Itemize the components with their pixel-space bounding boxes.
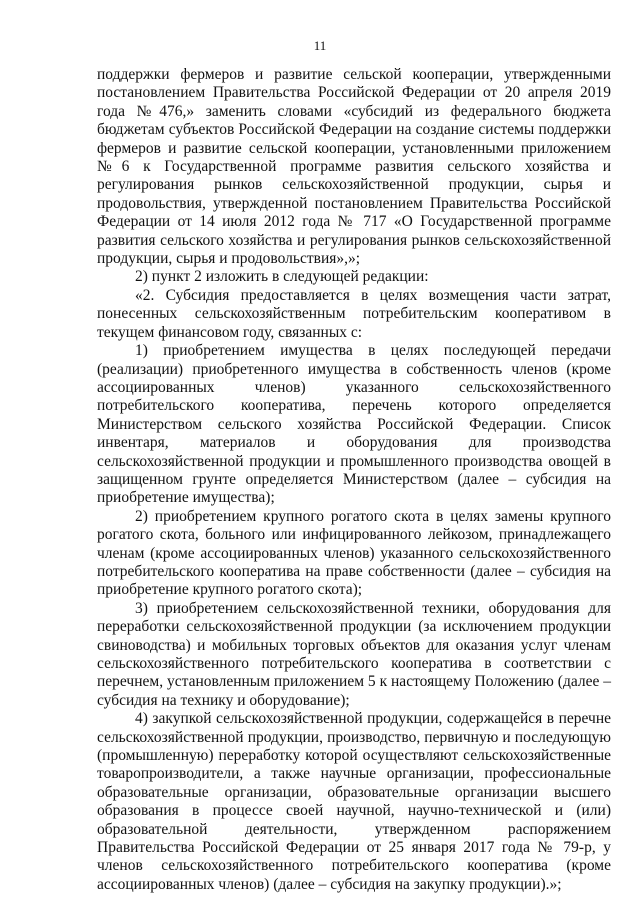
- page-number: 11: [313, 38, 327, 53]
- paragraph-subitem-2: 2) приобретением крупного рогатого скота в целях замены крупного рогатого скота, больного или инфицированного лейкозом, принадлежащего членам (кроме ассоциированных членов) указанного сельскохозяйственного потребительского кооператива на праве собственности (далее – субсидия на приобретение крупного рогатого скота);: [97, 507, 611, 599]
- paragraph-subitem-3: 3) приобретением сельскохозяйственной техники, оборудования для переработки сельскохозяйственной продукции (за исключением продукции свиноводства) и мобильных торговых объектов для оказания услуг членам сельскохозяйственного потребительского кооператива в соответствии с перечнем, установленным приложением 5 к настоящему Положению (далее – субсидия на технику и оборудование);: [97, 599, 611, 709]
- paragraph-continuation: поддержки фермеров и развитие сельской кооперации, утвержденными постановлением Правительства Российской Федерации от 20 апреля 2019 года №476,» заменить словами «субсидий из федерального бюджета бюджетам субъектов Российской Федерации на создание системы поддержки фермеров и развитие сельской кооперации, установленными приложением №6 к Государственной программе развития сельского хозяйства и регулирования рынков сельскохозяйственной продукции, сырья и продовольствия, утвержденной постановлением Правительства Российской Федерации от 14 июля 2012 года № 717 «О Государственной программе развития сельского хозяйства и регулирования рынков сельскохозяйственной продукции, сырья и продовольствия»,»;: [97, 66, 611, 268]
- paragraph-subitem-4: 4) закупкой сельскохозяйственной продукции, содержащейся в перечне сельскохозяйственной продукции, производство, первичную и последующую (промышленную) переработку которой осуществляют сельскохозяйственные товаропроизводители, а также научные организации, профессиональные образовательные организации, образовательные организации высшего образования в процессе своей научной, научно-технической и (или) образовательной деятельности, утвержденном распоряжением Правительства Российской Федерации от 25 января 2017 года № 79-р, у членов сельскохозяйственного потребительского кооператива (кроме ассоциированных членов) (далее – субсидия на закупку продукции).»;: [97, 710, 611, 893]
- paragraph-subitem-1: 1) приобретением имущества в целях последующей передачи (реализации) приобретенного имущества в собственность членов (кроме ассоциированных членов) указанного сельскохозяйственного потребительского кооператива, перечень которого определяется Министерством сельского хозяйства Российской Федерации. Список инвентаря, материалов и оборудования для производства сельскохозяйственной продукции и промышленного производства овощей в защищенном грунте определяется Министерством (далее – субсидия на приобретение имущества);: [97, 342, 611, 507]
- document-body: [97, 66, 611, 894]
- paragraph-item-2: 2) пункт 2 изложить в следующей редакции:: [135, 268, 429, 286]
- paragraph-clause-2: «2. Субсидия предоставляется в целях возмещения части затрат, понесенных сельскохозяйственным потребительским кооперативом в текущем финансовом году, связанных с:: [97, 286, 611, 341]
